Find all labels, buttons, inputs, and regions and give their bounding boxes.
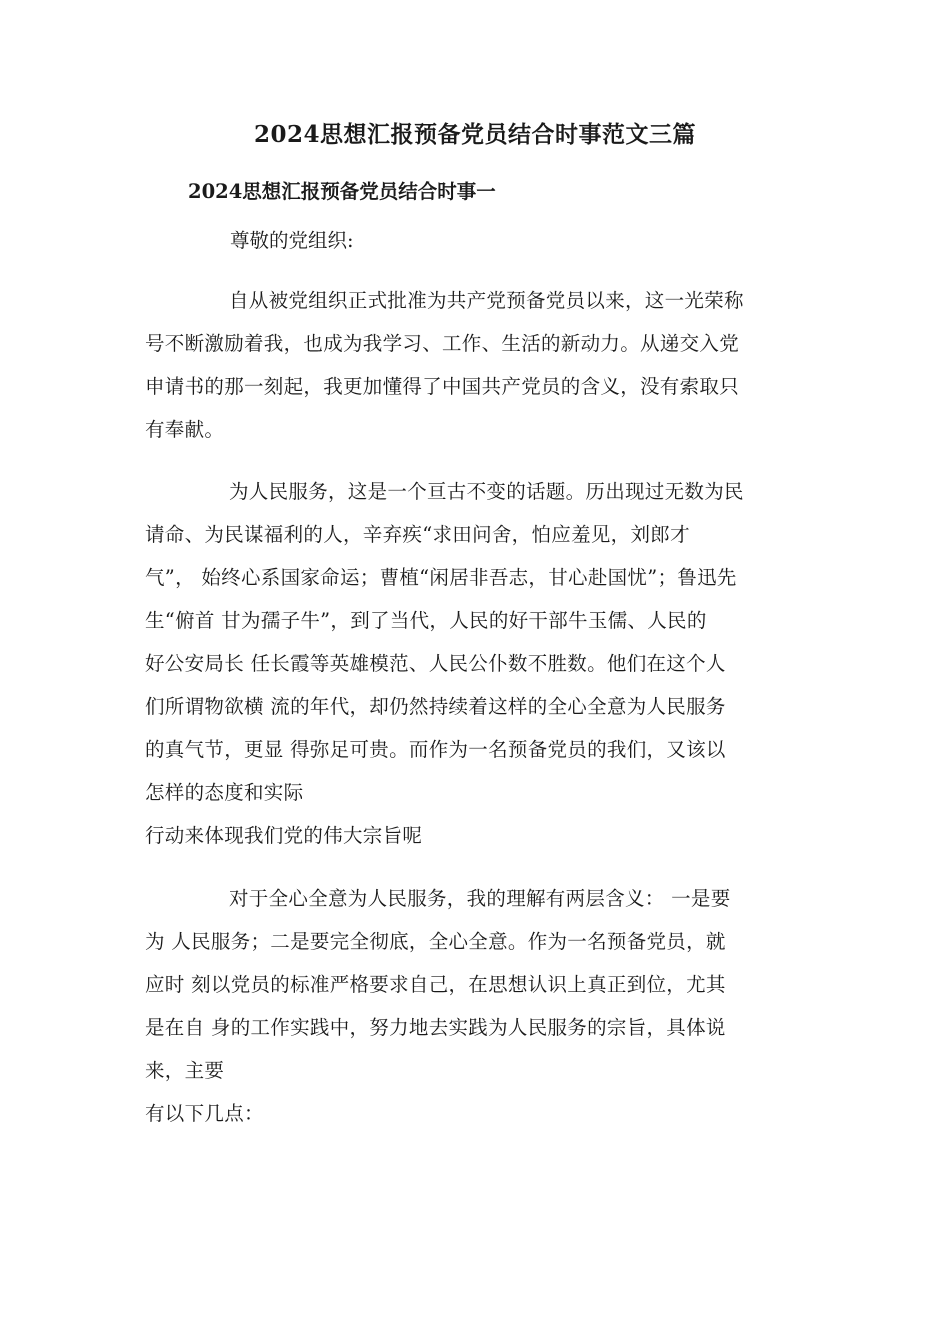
paragraph-line: 请命、为民谋福利的人，辛弃疾“求田问舍，怕应羞见，刘郎才 [145, 523, 690, 546]
paragraph-line: 们所谓物欲横 流的年代，却仍然持续着这样的全心全意为人民服务 [145, 695, 726, 718]
paragraph-2 [145, 470, 805, 857]
paragraph-line: 是在自 身的工作实践中，努力地去实践为人民服务的宗旨，具体说 [145, 1016, 726, 1039]
paragraph-line: 对于全心全意为人民服务，我的理解有两层含义： 一是要 [229, 887, 731, 910]
paragraph-line: 自从被党组织正式批准为共产党预备党员以来，这一光荣称 [229, 289, 744, 312]
paragraph-line: 气”， 始终心系国家命运；曹植“闲居非吾志，甘心赴国忧”；鲁迅先 [145, 566, 737, 589]
document-title: 2024思想汇报预备党员结合时事范文三篇 [253, 121, 696, 148]
paragraph-line: 有以下几点： [145, 1102, 264, 1125]
paragraph-line: 来，主要 [145, 1059, 225, 1082]
paragraph-line: 生“俯首 甘为孺子牛”，到了当代，人民的好干部牛玉儒、人民的 [145, 609, 707, 632]
paragraph-1 [145, 279, 805, 451]
paragraph-line: 为人民服务，这是一个亘古不变的话题。历出现过无数为民 [229, 480, 744, 503]
section-heading: 2024思想汇报预备党员结合时事一 [188, 180, 496, 203]
paragraph-line: 应时 刻以党员的标准严格要求自己，在思想认识上真正到位，尤其 [145, 973, 726, 996]
paragraph-line: 行动来体现我们党的伟大宗旨呢 [145, 824, 423, 847]
paragraph-line: 有奉献。 [145, 418, 225, 441]
paragraph-line: 怎样的态度和实际 [145, 781, 304, 804]
paragraph-line: 为 人民服务；二是要完全彻底，全心全意。作为一名预备党员，就 [145, 930, 726, 953]
paragraph-line: 申请书的那一刻起，我更加懂得了中国共产党员的含义，没有索取只 [145, 375, 740, 398]
paragraph-3 [145, 877, 805, 1135]
paragraph-line: 号不断激励着我，也成为我学习、工作、生活的新动力。从递交入党 [145, 332, 740, 355]
paragraph-line: 的真气节，更显 得弥足可贵。而作为一名预备党员的我们，又该以 [145, 738, 726, 761]
paragraph-line: 好公安局长 任长霞等英雄模范、人民公仆数不胜数。他们在这个人 [145, 652, 726, 675]
salutation: 尊敬的党组织: [230, 229, 354, 252]
